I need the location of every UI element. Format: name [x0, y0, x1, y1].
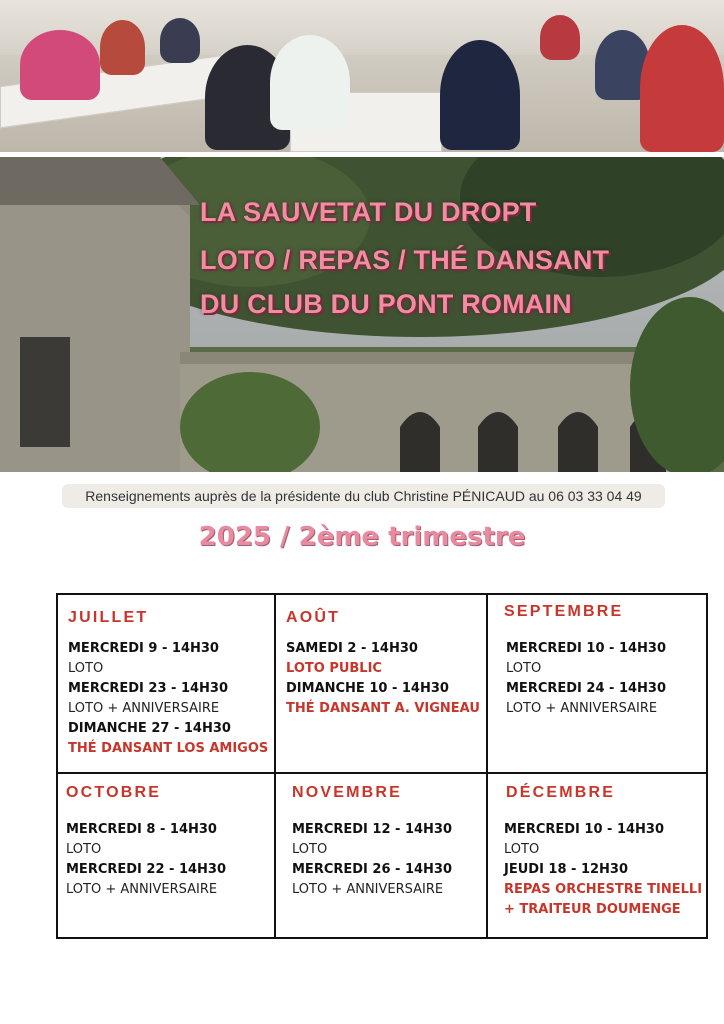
- event-block: [506, 639, 666, 719]
- contact-info: Renseignements auprès de la présidente du club Christine PÉNICAUD au 06 03 33 04 49: [62, 484, 665, 508]
- event-date: MERCREDI 24 - 14H30: [506, 681, 667, 696]
- month-cell-october: [58, 774, 274, 937]
- event-date: MERCREDI 9 - 14H30: [68, 641, 219, 656]
- event-title: LOTO + ANNIVERSAIRE: [66, 882, 218, 897]
- month-cell-november: [276, 774, 486, 937]
- event-block: [68, 639, 268, 759]
- photo-person: [540, 15, 580, 60]
- event-title-highlight: REPAS ORCHESTRE TINELLI: [504, 882, 703, 897]
- photo-person: [440, 40, 520, 150]
- month-cell-september: [488, 595, 706, 772]
- event-date: DIMANCHE 10 - 14H30: [286, 681, 449, 696]
- photo-person: [20, 30, 100, 100]
- banner-title-line-1: LA SAUVETAT DU DROPT: [200, 197, 537, 227]
- event-title-highlight: THÉ DANSANT A. VIGNEAU: [286, 701, 480, 716]
- event-title-highlight: THÉ DANSANT LOS AMIGOS: [68, 741, 269, 756]
- month-title: JUILLET: [68, 609, 149, 626]
- event-title: LOTO: [66, 842, 102, 857]
- event-title: LOTO + ANNIVERSAIRE: [506, 701, 658, 716]
- event-title: LOTO: [506, 661, 542, 676]
- period-subtitle: 2025 / 2ème trimestre: [198, 522, 526, 552]
- photo-person: [100, 20, 145, 75]
- month-title: NOVEMBRE: [292, 784, 403, 801]
- events-calendar-grid: [56, 593, 708, 939]
- event-title: LOTO + ANNIVERSAIRE: [68, 701, 220, 716]
- event-date: MERCREDI 23 - 14H30: [68, 681, 229, 696]
- event-block: [66, 820, 226, 900]
- roman-bridge-photo: [0, 157, 724, 472]
- event-title-highlight: + TRAITEUR DOUMENGE: [504, 902, 681, 917]
- event-date: MERCREDI 12 - 14H30: [292, 822, 453, 837]
- event-title: LOTO + ANNIVERSAIRE: [292, 882, 444, 897]
- event-date: MERCREDI 22 - 14H30: [66, 862, 227, 877]
- month-title: OCTOBRE: [66, 784, 162, 801]
- month-title: SEPTEMBRE: [504, 603, 624, 620]
- event-date: MERCREDI 8 - 14H30: [66, 822, 217, 837]
- event-date: SAMEDI 2 - 14H30: [286, 641, 418, 656]
- event-title: LOTO: [504, 842, 540, 857]
- event-date: DIMANCHE 27 - 14H30: [68, 721, 231, 736]
- month-cell-july: [58, 595, 274, 772]
- photo-person: [640, 25, 724, 152]
- month-title: AOÛT: [286, 609, 341, 626]
- month-title: DÉCEMBRE: [506, 784, 616, 801]
- event-date: MERCREDI 26 - 14H30: [292, 862, 453, 877]
- photo-person: [160, 18, 200, 63]
- event-date: MERCREDI 10 - 14H30: [506, 641, 667, 656]
- event-block: [286, 639, 480, 719]
- event-title-highlight: LOTO PUBLIC: [286, 661, 382, 676]
- event-title: LOTO: [68, 661, 104, 676]
- event-block: [504, 820, 702, 920]
- month-cell-december: [488, 774, 706, 937]
- banner-title-line-3: DU CLUB DU PONT ROMAIN: [200, 289, 572, 319]
- banner-title-line-2: LOTO / REPAS / THÉ DANSANT: [200, 245, 610, 275]
- event-title: LOTO: [292, 842, 328, 857]
- month-cell-august: [276, 595, 486, 772]
- photo-person: [270, 35, 350, 130]
- event-date: MERCREDI 10 - 14H30: [504, 822, 665, 837]
- club-members-photo: [0, 0, 724, 152]
- event-date: JEUDI 18 - 12H30: [504, 862, 629, 877]
- event-block: [292, 820, 452, 900]
